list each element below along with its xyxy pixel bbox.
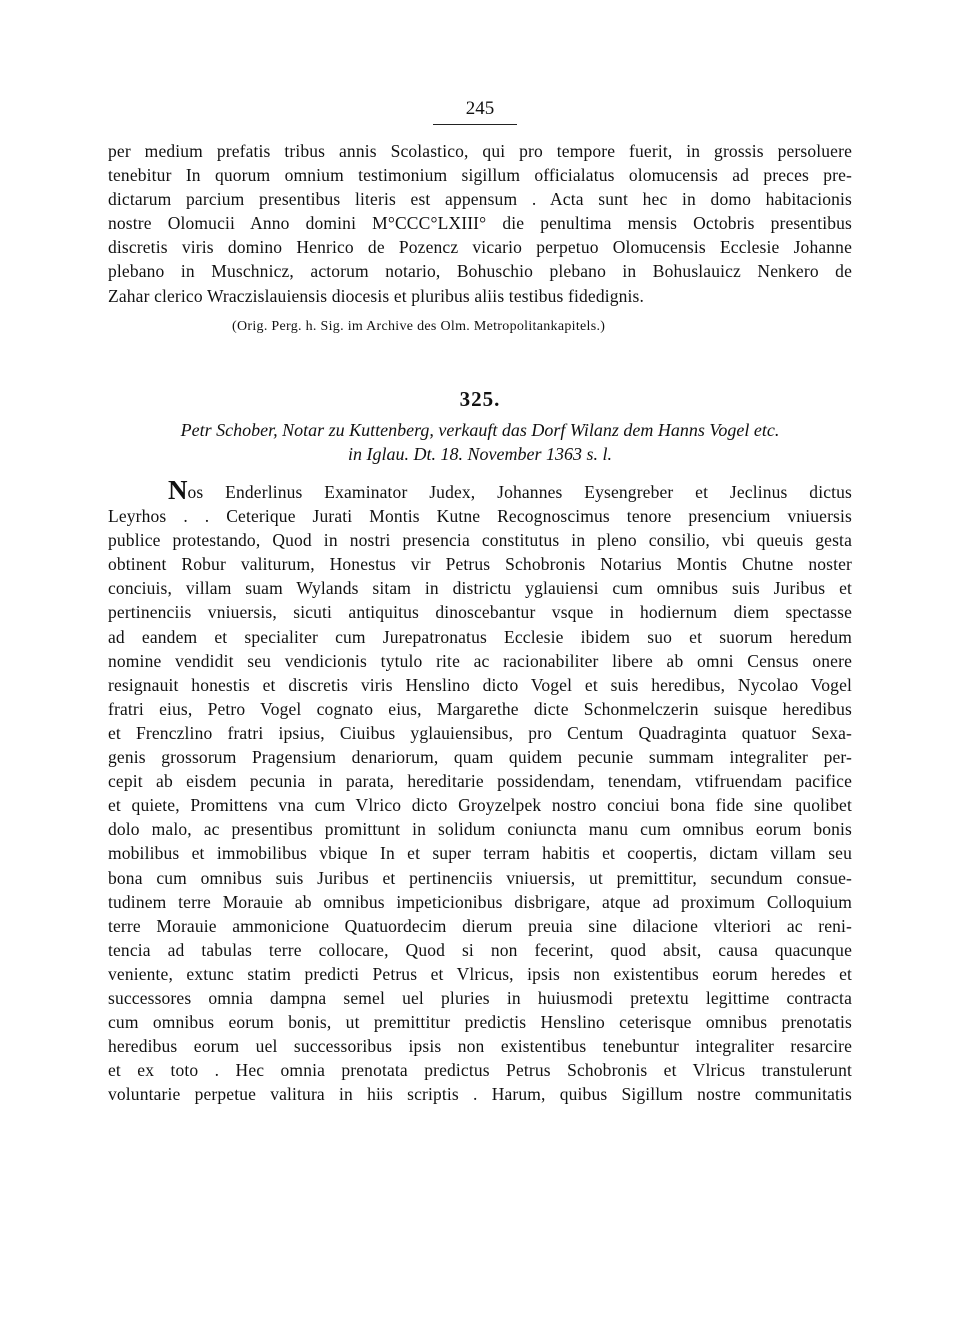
- text-line: heredibus eorum uel successoribus ipsis non existentibus tenebuntur integraliter resarcire: [108, 1036, 852, 1057]
- text-line: et quiete, Promittens vna cum Vlrico dicto Groyzelpek nostro conciui bona fide sine quolibet: [108, 795, 852, 816]
- text-line: nostre Olomucii Anno domini M°CCC°LXIII° die penultima mensis Octobris presentibus: [108, 213, 852, 234]
- text-line: bona cum omnibus suis Juribus et pertinenciis vniuersis, ut premittitur, secundum consue-: [108, 867, 852, 888]
- text-line: conciuis, villam suam Wylands sitam in districtu yglauiensi cum omnibus suis Juribus et: [108, 578, 852, 599]
- text-line: tudinem terre Morauie ab omnibus impeticionibus disbrigare, atque ad proximum Colloquium: [108, 891, 852, 912]
- first-line-text: os Enderlinus Examinator Judex, Johannes Eysengreber et Jeclinus dictus: [187, 482, 852, 502]
- text-line: genis grossorum Pragensium denariorum, quam quidem pecunie summam integraliter per-: [108, 747, 852, 768]
- text-line: successores omnia dampna semel uel pluries in huiusmodi pretextu legittime contracta: [108, 987, 852, 1008]
- document-date-line: in Iglau. Dt. 18. November 1363 s. l.: [348, 444, 612, 464]
- page-number: 245: [465, 98, 495, 119]
- text-line: plebano in Muschnicz, actorum notario, Bohuschio plebano in Bohuslauicz Nenkero de: [108, 261, 852, 282]
- text-line: et ex toto . Hec omnia prenotata predictus Petrus Schobronis et Vlricus transtulerunt: [108, 1060, 852, 1081]
- page-number-rule: [433, 124, 517, 125]
- text-line: fratri eius, Petro Vogel cognato eius, Margarethe dicte Schonmelczerin suisque heredibus: [108, 698, 852, 719]
- text-line: veniente, extunc statim predicti Petrus et Vlricus, ipsis non existentibus eorum heredes et: [108, 963, 852, 984]
- text-line: discretis viris domino Henrico de Pozencz vicario perpetuo Olomucensis Ecclesie Johanne: [108, 237, 852, 258]
- paragraph-1: [108, 139, 852, 308]
- document-heading: Petr Schober, Notar zu Kuttenberg, verkauft das Dorf Wilanz dem Hanns Vogel etc.: [180, 420, 780, 440]
- text-line: [108, 1106, 852, 1130]
- paragraph-2: [108, 480, 852, 1131]
- text-line: publice protestando, Quod in nostri presencia constitutus in pleno consilio, vbi queuis gesta: [108, 530, 852, 551]
- text-line: cepit ab eisdem pecunia in parata, hereditarie possidendam, tenendam, vtifruendam pacifice: [108, 771, 852, 792]
- text-line: Zahar clerico Wraczislauiensis diocesis et pluribus aliis testibus fidedignis.: [108, 285, 645, 306]
- text-line: mobilibus et immobilibus vbique In et super terram habitis et coopertis, dictam villam seu: [108, 843, 852, 864]
- document-number: 325.: [459, 387, 501, 411]
- text-line-first: [108, 480, 852, 504]
- text-line: terre Morauie ammonicione Quatuordecim dierum preuia sine dilacione vlteriori ac reni-: [108, 915, 852, 936]
- initial-letter: N: [168, 480, 188, 505]
- text-line: obtinent Robur valiturum, Honestus vir Petrus Schobronis Notarius Montis Chutne noster: [108, 554, 852, 575]
- text-line: resignauit honestis et discretis viris Henslino dicto Vogel et suis heredibus, Nycolao Vogel: [108, 674, 852, 695]
- source-citation: (Orig. Perg. h. Sig. im Archive des Olm. Metropolitankapitels.): [232, 319, 606, 334]
- text-line: et Frenczlino fratri ipsius, Ciuibus yglauiensibus, pro Centum Quadraginta quatuor Sexa-: [108, 722, 852, 743]
- text-line: cum omnibus eorum bonis, ut premittitur predictis Henslino ceterisque omnibus prenotatis: [108, 1012, 852, 1033]
- text-line: pertinenciis vniuersis, sicuti antiquitus dinoscebantur vsque in hodiernum diem spectasse: [108, 602, 852, 623]
- text-line: dictarum parcium presentibus literis est appensum . Acta sunt hec in domo habitacionis: [108, 189, 852, 210]
- text-line: voluntarie perpetue valitura in hiis scriptis . Harum, quibus Sigillum nostre communitatis: [108, 1084, 852, 1105]
- text-line: tencia ad tabulas terre collocare, Quod si non fecerint, quod absit, causa quacunque: [108, 939, 852, 960]
- text-line: nomine vendidit seu vendicionis tytulo rite ac racionabiliter libere ab omni Census onere: [108, 650, 852, 671]
- text-line: tenebitur In quorum omnium testimonium sigillum officialatus olomucensis ad preces pre-: [108, 165, 852, 186]
- text-line: Leyrhos . . Ceterique Jurati Montis Kutne Recognoscimus tenore presencium vniuersis: [108, 506, 852, 527]
- text-line: dolo malo, ac presentibus promittunt in solidum coniuncta manu cum omnibus eorum bonis: [108, 819, 852, 840]
- text-line: per medium prefatis tribus annis Scolastico, qui pro tempore fuerit, in grossis persoluere: [108, 141, 852, 161]
- text-line: ad eandem et specialiter cum Jurepatronatus Ecclesie ibidem suo et suorum heredum: [108, 626, 852, 647]
